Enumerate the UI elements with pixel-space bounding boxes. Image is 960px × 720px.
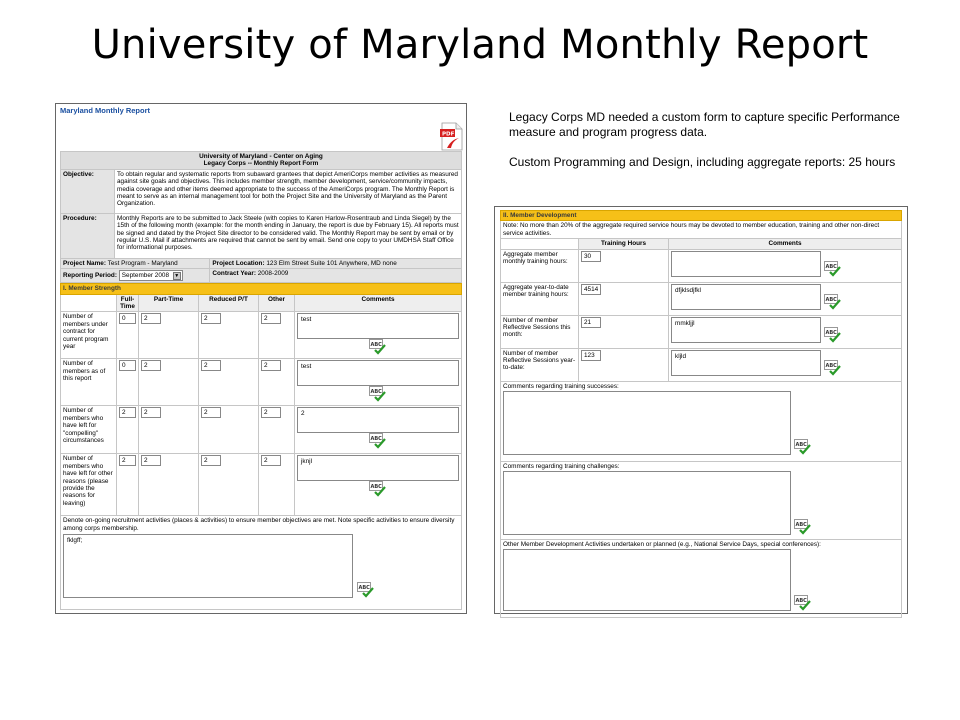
spellcheck-icon[interactable] bbox=[824, 360, 842, 376]
table-row bbox=[61, 312, 462, 359]
member-strength-table bbox=[60, 283, 462, 610]
spellcheck-icon[interactable] bbox=[369, 386, 387, 402]
table-row bbox=[61, 359, 462, 406]
other-activities-cell bbox=[501, 539, 902, 617]
row-label: Number of members who have left for "compelling" circumstances bbox=[61, 406, 117, 454]
member-development-note: Note: No more than 20% of the aggregate required service hours may be devoted to member education, training and other non-direct service activities. bbox=[501, 221, 902, 239]
svg-text:ABC: ABC bbox=[795, 442, 807, 449]
objective-label: Objective: bbox=[61, 169, 115, 213]
project-name-cell bbox=[61, 258, 210, 268]
info-table bbox=[60, 151, 462, 283]
svg-text:PDF: PDF bbox=[442, 131, 455, 138]
member-strength-section: I. Member Strength bbox=[61, 284, 462, 294]
recruitment-cell bbox=[61, 516, 462, 610]
procedure-text: Monthly Reports are to be submitted to Jack Steele (with copies to Karen Harlow-Rosentraub and Linda Siegel) by the 15th of the following month (example: for the month ending in January, the report is due by February 15). All reports must be signed and dated by the Project Site director to be considered valid. The Monthly Report may be sent by email or by regular U.S. Mail if attachments are required that cannot be sent by email. Send one copy to your UMDHSA Staff Office for informational purposes. bbox=[115, 213, 462, 258]
spellcheck-icon[interactable] bbox=[824, 327, 842, 343]
svg-text:ABC: ABC bbox=[370, 389, 382, 396]
objective-text: To obtain regular and systematic reports from subaward grantees that depict AmeriCorps member activities as measured against site goals and objectives. This includes member strength, member development, service/community impacts, media coverage and other items deemed appropriate to the success of the AmeriCorps program. The Monthly Report is meant to serve as an internal management tool for both the Project Site and the University of Maryland as the Parent Organization. bbox=[115, 169, 462, 213]
training-successes-textarea[interactable] bbox=[503, 391, 791, 455]
pdf-icon[interactable] bbox=[440, 122, 463, 151]
table-row bbox=[501, 315, 902, 348]
svg-text:ABC: ABC bbox=[795, 598, 807, 605]
training-challenges-textarea[interactable] bbox=[503, 471, 791, 535]
description-line-2: Custom Programming and Design, including aggregate reports: 25 hours bbox=[509, 155, 896, 169]
member-development-table bbox=[500, 210, 902, 618]
project-location-label: Project Location: bbox=[212, 259, 265, 267]
reduced-pt-input[interactable]: 2 bbox=[201, 407, 221, 418]
spellcheck-icon[interactable] bbox=[824, 294, 842, 310]
spellcheck-icon[interactable] bbox=[369, 433, 387, 449]
svg-text:ABC: ABC bbox=[370, 484, 382, 491]
spellcheck-icon[interactable] bbox=[794, 439, 812, 455]
project-name-label: Project Name: bbox=[63, 259, 106, 267]
full-time-input[interactable]: 0 bbox=[119, 360, 136, 371]
comment-textarea[interactable]: test bbox=[297, 360, 459, 386]
other-input[interactable]: 2 bbox=[261, 313, 281, 324]
training-hours-input[interactable]: 4514 bbox=[581, 284, 601, 295]
row-label: Number of members who have left for other reasons (please provide the reasons for leaving) bbox=[61, 454, 117, 516]
col-training-hours: Training Hours bbox=[579, 239, 669, 249]
training-challenges-label: Comments regarding training challenges: bbox=[503, 462, 620, 470]
training-successes-label: Comments regarding training successes: bbox=[503, 382, 619, 390]
description bbox=[509, 110, 949, 185]
comment-textarea[interactable]: jknjl bbox=[297, 455, 459, 481]
reporting-period-value: September 2008 bbox=[121, 272, 170, 280]
member-development-form bbox=[494, 206, 908, 614]
other-input[interactable]: 2 bbox=[261, 360, 281, 371]
svg-text:ABC: ABC bbox=[825, 296, 837, 303]
contract-year-value: 2008-2009 bbox=[257, 270, 289, 278]
svg-text:ABC: ABC bbox=[795, 522, 807, 529]
training-successes-cell bbox=[501, 381, 902, 461]
table-row bbox=[61, 454, 462, 516]
spellcheck-icon[interactable] bbox=[369, 339, 387, 355]
other-activities-label: Other Member Development Activities undertaken or planned (e.g., National Service Days, special conferences): bbox=[503, 540, 821, 548]
spellcheck-icon[interactable] bbox=[369, 481, 387, 497]
comment-textarea[interactable]: test bbox=[297, 313, 459, 339]
description-line-1: Legacy Corps MD needed a custom form to capture specific Performance measure and program progress data. bbox=[509, 110, 900, 139]
table-row bbox=[61, 406, 462, 454]
comment-textarea[interactable]: 2 bbox=[297, 407, 459, 433]
col-full-time: Full-Time bbox=[117, 294, 139, 312]
project-location-cell bbox=[210, 258, 462, 268]
spellcheck-icon[interactable] bbox=[794, 519, 812, 535]
comment-textarea[interactable]: kljld bbox=[671, 350, 821, 376]
table-row bbox=[501, 348, 902, 381]
reporting-period-select[interactable] bbox=[119, 270, 183, 281]
comment-textarea[interactable]: dfjklsdjfkl bbox=[671, 284, 821, 310]
col-comments: Comments bbox=[669, 239, 902, 249]
table-row bbox=[501, 282, 902, 315]
slide-title: University of Maryland Monthly Report bbox=[91, 22, 869, 68]
part-time-input[interactable]: 2 bbox=[141, 360, 161, 371]
row-label: Aggregate member monthly training hours: bbox=[501, 249, 579, 282]
member-development-section: II. Member Development bbox=[501, 211, 902, 221]
contract-year-cell bbox=[210, 269, 462, 283]
org-line-2: Legacy Corps -- Monthly Report Form bbox=[203, 160, 319, 168]
org-line-1: University of Maryland - Center on Aging bbox=[199, 153, 323, 160]
procedure-label: Procedure: bbox=[61, 213, 115, 258]
training-hours-input[interactable]: 123 bbox=[581, 350, 601, 361]
training-hours-input[interactable]: 30 bbox=[581, 251, 601, 262]
reporting-period-cell bbox=[61, 269, 210, 283]
table-row bbox=[501, 249, 902, 282]
other-input[interactable]: 2 bbox=[261, 407, 281, 418]
row-label: Number of members under contract for current program year bbox=[61, 312, 117, 359]
dropdown-arrow-icon[interactable]: ▼ bbox=[174, 273, 180, 280]
spellcheck-icon[interactable] bbox=[824, 261, 842, 277]
col-other: Other bbox=[259, 294, 295, 312]
project-location-value: 123 Elm Street Suite 101 Anywhere, MD none bbox=[266, 259, 397, 267]
full-time-input[interactable]: 2 bbox=[119, 455, 136, 466]
recruitment-textarea[interactable]: fklgff; bbox=[63, 534, 353, 598]
contract-year-label: Contract Year: bbox=[212, 270, 256, 278]
col-reduced-pt: Reduced P/T bbox=[199, 294, 259, 312]
svg-text:ABC: ABC bbox=[825, 329, 837, 336]
full-time-input[interactable]: 0 bbox=[119, 313, 136, 324]
spellcheck-icon[interactable] bbox=[357, 582, 375, 598]
other-activities-textarea[interactable] bbox=[503, 549, 791, 611]
svg-text:ABC: ABC bbox=[370, 342, 382, 349]
spellcheck-icon[interactable] bbox=[794, 595, 812, 611]
form-heading: Maryland Monthly Report bbox=[60, 106, 151, 115]
row-label: Number of members as of this report bbox=[61, 359, 117, 406]
blank-header bbox=[61, 294, 117, 312]
row-label: Aggregate year-to-date member training hours: bbox=[501, 282, 579, 315]
row-label: Number of member Reflective Sessions year-to-date: bbox=[501, 348, 579, 381]
maryland-monthly-report-form bbox=[55, 103, 467, 614]
reporting-period-label: Reporting Period: bbox=[63, 272, 117, 280]
other-input[interactable]: 2 bbox=[261, 455, 281, 466]
full-time-input[interactable]: 2 bbox=[119, 407, 136, 418]
svg-text:ABC: ABC bbox=[825, 362, 837, 369]
part-time-input[interactable]: 2 bbox=[141, 407, 161, 418]
svg-text:ABC: ABC bbox=[825, 263, 837, 270]
project-name-value: Test Program - Maryland bbox=[107, 259, 178, 267]
blank-header bbox=[501, 239, 579, 249]
comment-textarea[interactable]: mmkljjl bbox=[671, 317, 821, 343]
svg-text:ABC: ABC bbox=[358, 585, 370, 592]
training-hours-input[interactable]: 21 bbox=[581, 317, 601, 328]
col-comments: Comments bbox=[295, 294, 462, 312]
col-part-time: Part-Time bbox=[139, 294, 199, 312]
training-challenges-cell bbox=[501, 461, 902, 539]
comment-textarea[interactable] bbox=[671, 251, 821, 277]
svg-text:ABC: ABC bbox=[370, 436, 382, 443]
part-time-input[interactable]: 2 bbox=[141, 455, 161, 466]
recruitment-prompt: Denote on-going recruitment activities (places & activities) to ensure member objectives are met. Note specific activities to ensure diversity among corps membership. bbox=[63, 517, 455, 532]
reduced-pt-input[interactable]: 2 bbox=[201, 313, 221, 324]
org-header bbox=[61, 152, 462, 170]
reduced-pt-input[interactable]: 2 bbox=[201, 360, 221, 371]
reduced-pt-input[interactable]: 2 bbox=[201, 455, 221, 466]
row-label: Number of member Reflective Sessions this month: bbox=[501, 315, 579, 348]
part-time-input[interactable]: 2 bbox=[141, 313, 161, 324]
